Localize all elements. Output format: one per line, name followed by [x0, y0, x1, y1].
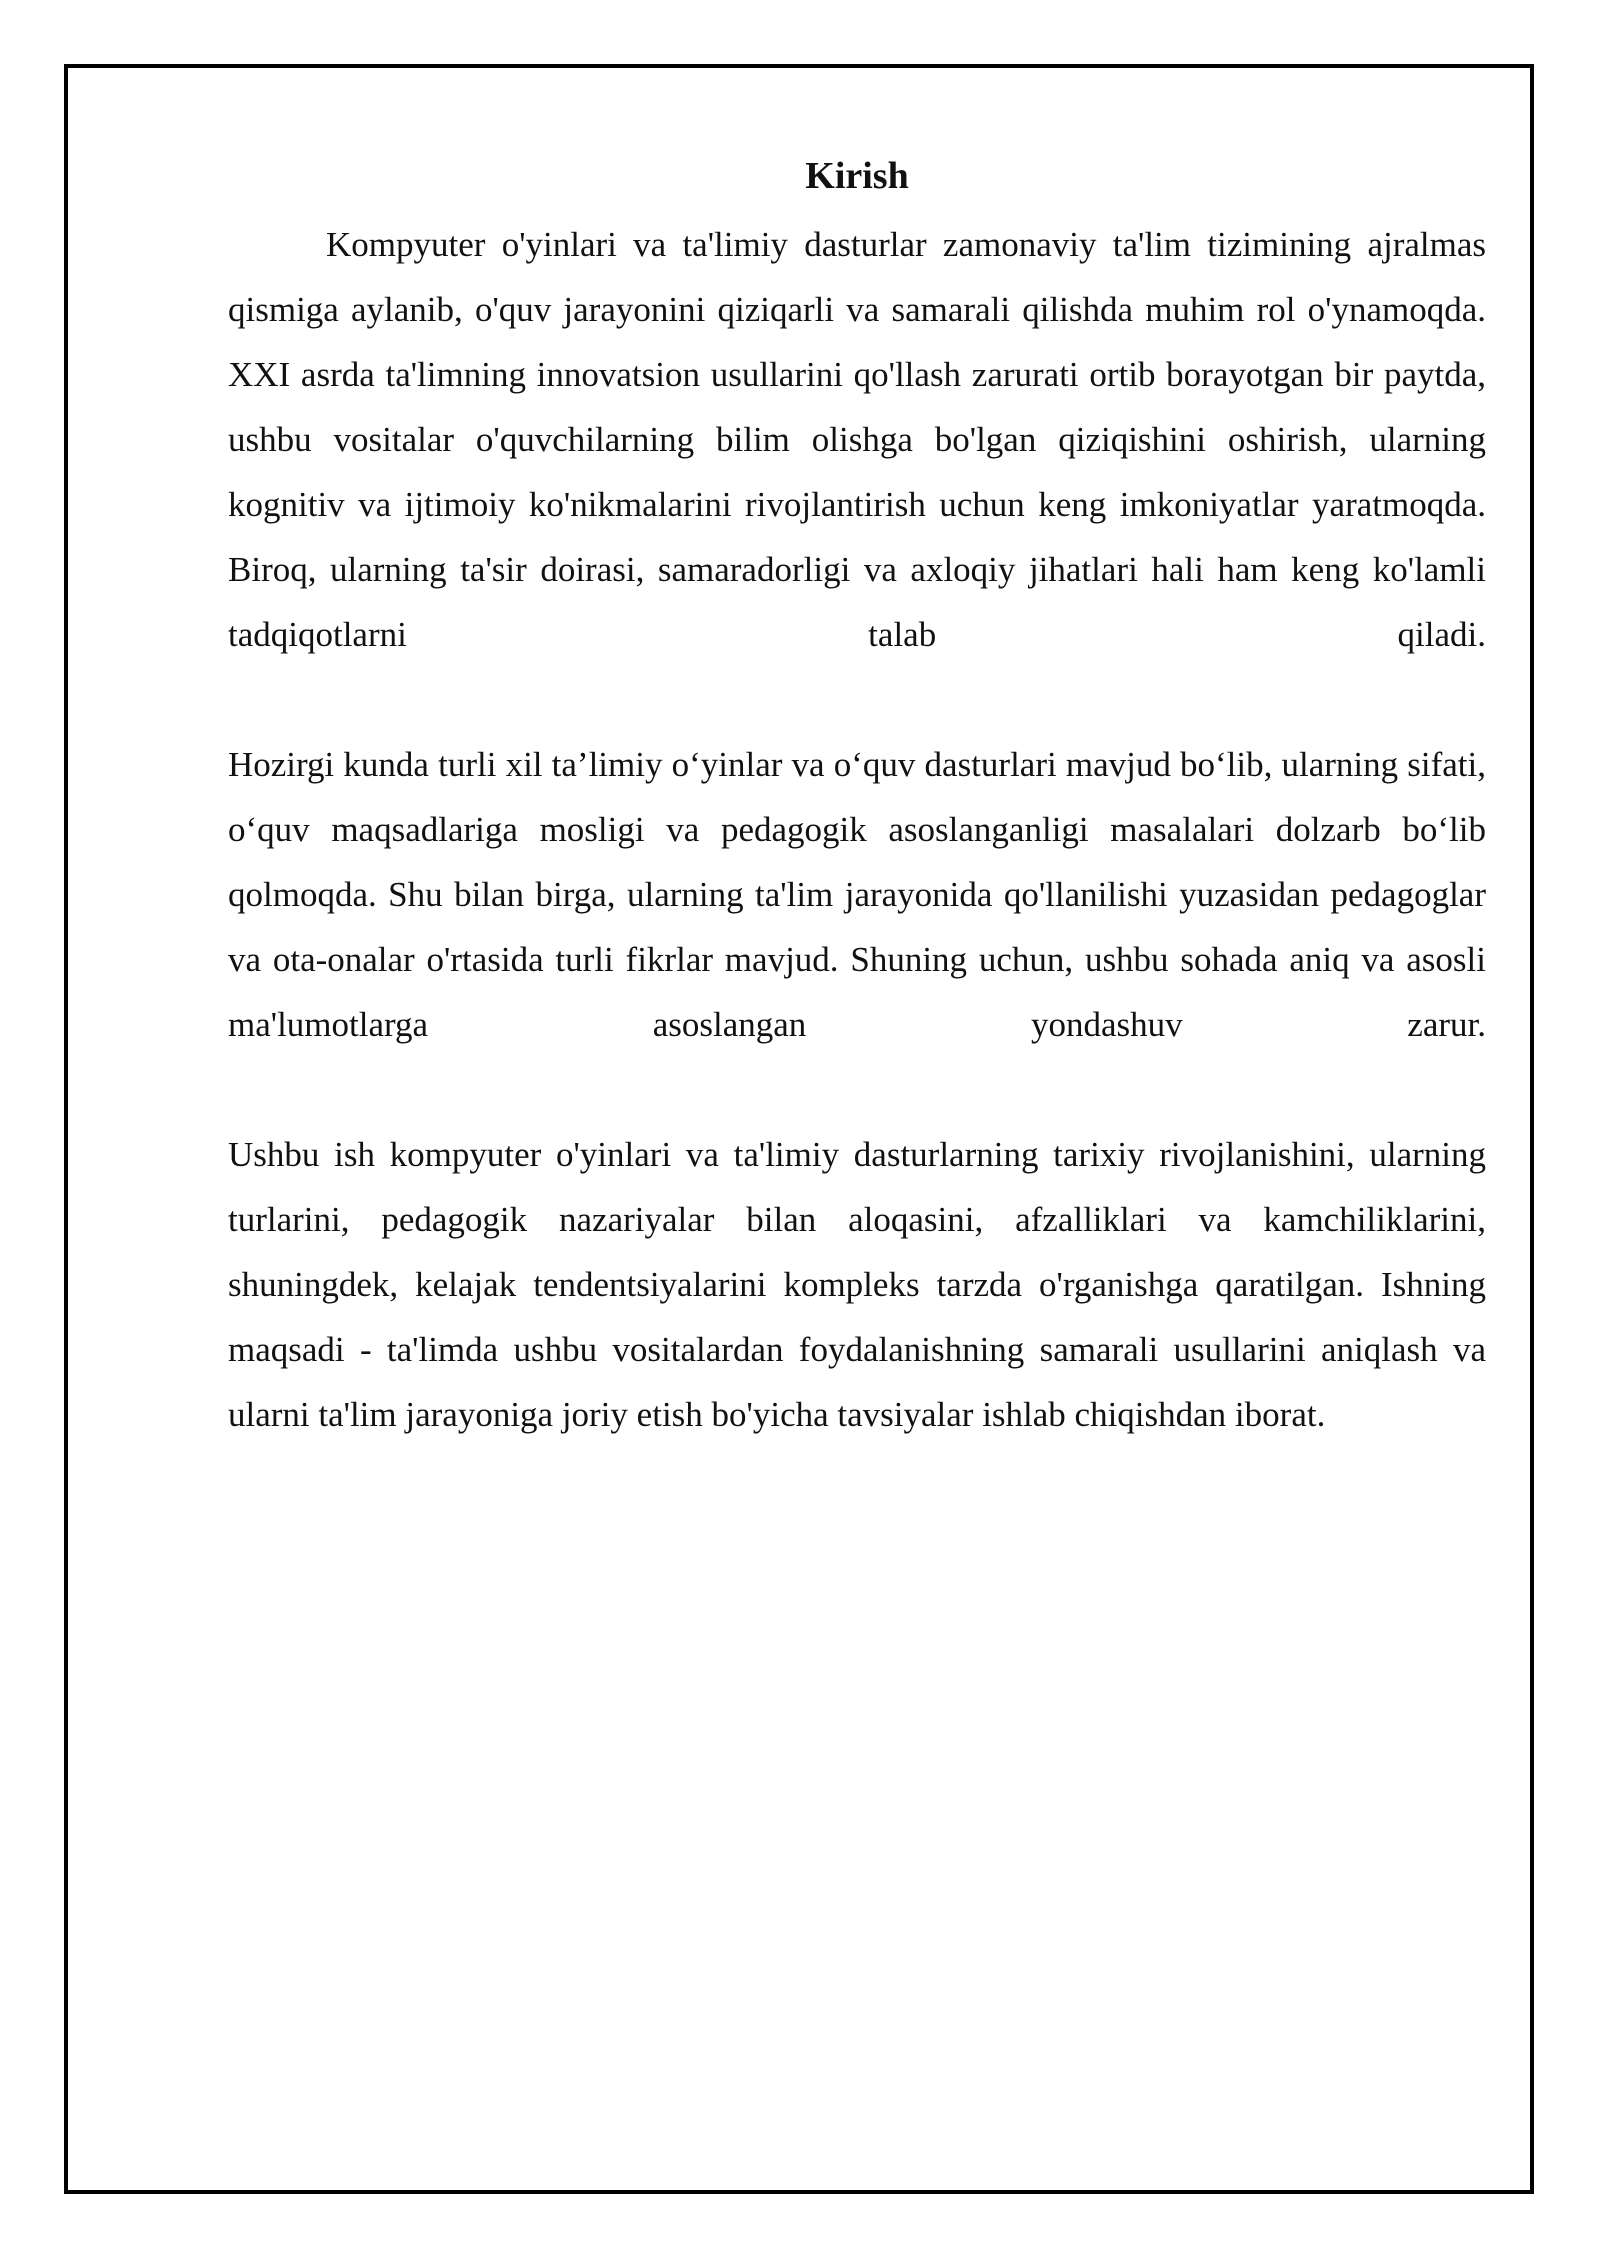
paragraph-current-state: Hozirgi kunda turli xil ta’limiy o‘yinlar va o‘quv dasturlari mavjud bo‘lib, ularning sifati, o‘quv maqsadlariga mosligi va pedagogik asoslanganligi masalalari dolzarb bo‘lib qolmoqda. Shu bilan birga, ularning ta'lim jarayonida qo'llanilishi yuzasidan pedagoglar va ota-onalar o'rtasida turli fikrlar mavjud. Shuning uchun, ushbu sohada aniq va asosli ma'lumotlarga asoslangan yondashuv zarur.	[228, 745, 1486, 1044]
document-body	[228, 150, 1486, 1447]
paragraph-intro: Kompyuter o'yinlari va ta'limiy dasturlar zamonaviy ta'lim tizimining ajralmas qismiga aylanib, o'quv jarayonini qiziqarli va samarali qilishda muhim rol o'ynamoqda. XXI asrda ta'limning innovatsion usullarini qo'llash zarurati ortib borayotgan bir paytda, ushbu vositalar o'quvchilarning bilim olishga bo'lgan qiziqishini oshirish, ularning kognitiv va ijtimoiy ko'nikmalarini rivojlantirish uchun keng imkoniyatlar yaratmoqda. Biroq, ularning ta'sir doirasi, samaradorligi va axloqiy jihatlari hali ham keng ko'lamli tadqiqotlarni talab qiladi.	[228, 225, 1486, 654]
paragraph-purpose: Ushbu ish kompyuter o'yinlari va ta'limiy dasturlarning tarixiy rivojlanishini, ularning turlarini, pedagogik nazariyalar bilan aloqasini, afzalliklari va kamchiliklarini, shuningdek, kelajak tendentsiyalarini kompleks tarzda o'rganishga qaratilgan. Ishning maqsadi - ta'limda ushbu vositalardan foydalanishning samarali usullarini aniqlash va ularni ta'lim jarayoniga joriy etish bo'yicha tavsiyalar ishlab chiqishdan iborat.	[228, 1135, 1486, 1434]
paragraph-gap	[228, 1057, 1486, 1122]
paragraph-gap	[228, 667, 1486, 732]
document-title: Kirish	[805, 155, 909, 197]
